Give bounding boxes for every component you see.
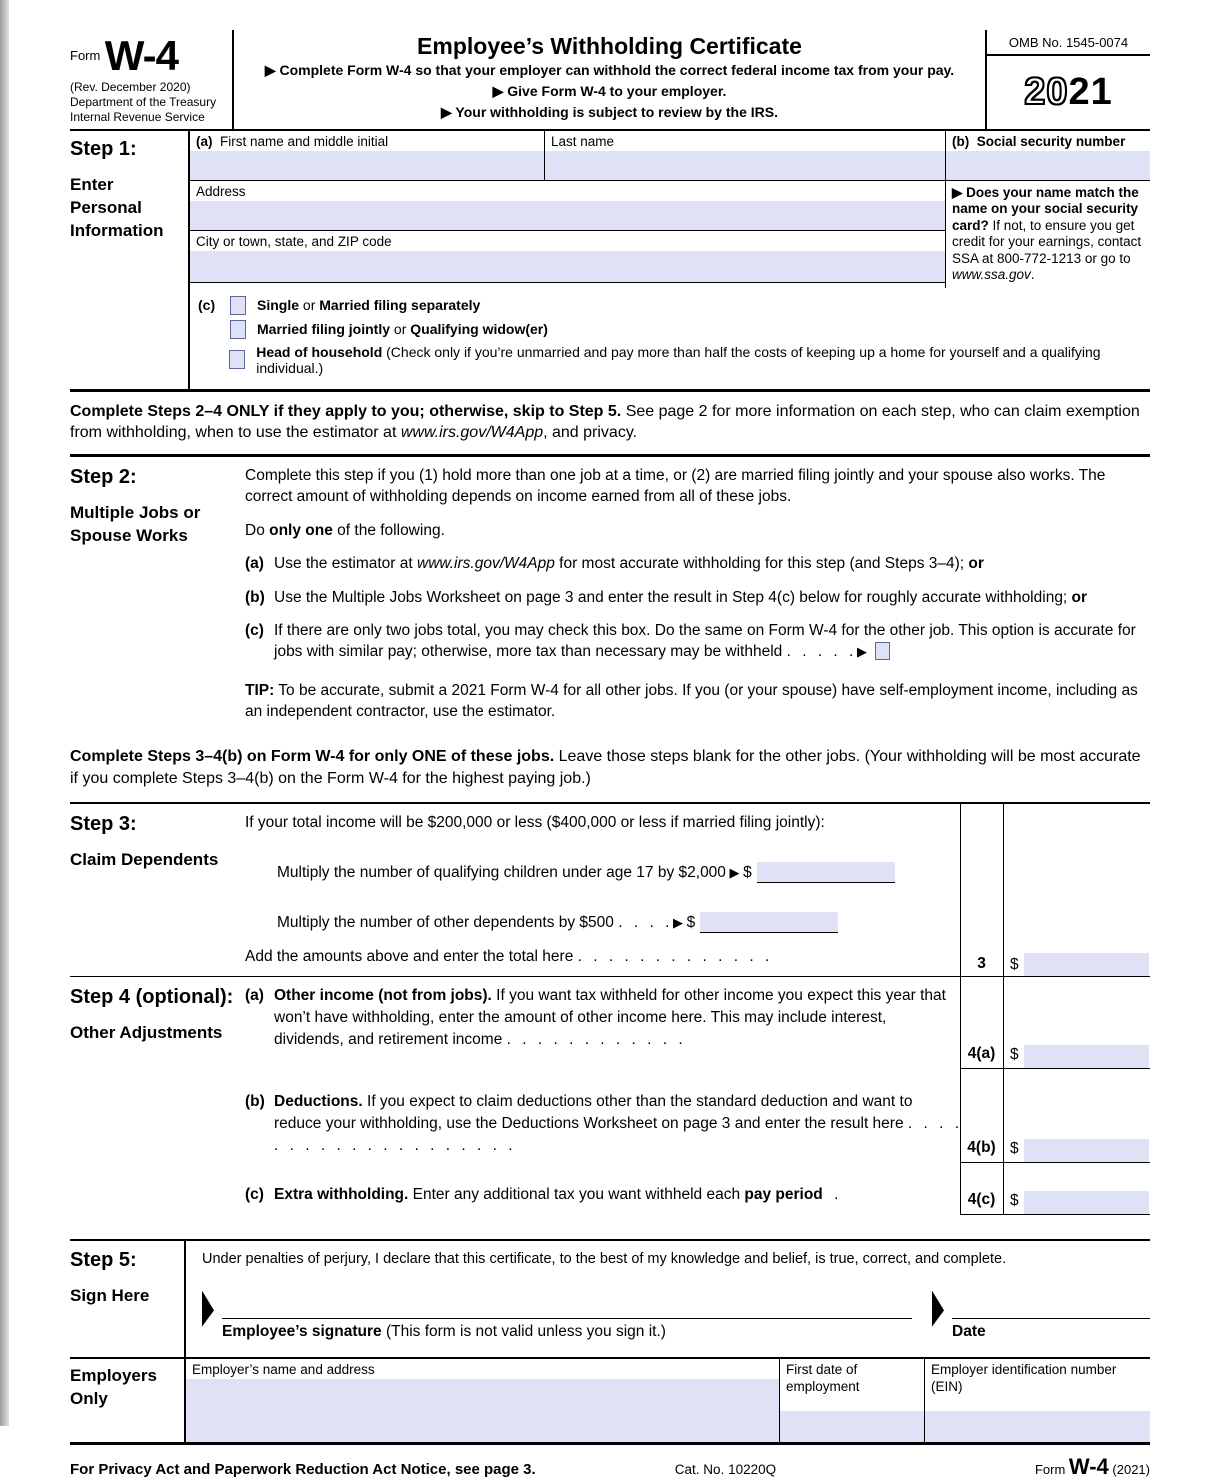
other-dependents-amount-input[interactable]	[700, 912, 838, 933]
step1-ssn-column	[945, 131, 1150, 288]
arrow-bullet-icon: ▶	[492, 83, 504, 99]
dollar-sign: $	[1010, 1191, 1019, 1209]
step5-section	[70, 1239, 1150, 1357]
step2-sublabel: Multiple Jobs or Spouse Works	[70, 503, 201, 545]
ssa-note: ▶ Does your name match the name on your social security card? If not, to ensure you get credit for your earnings, contact SSA at 800-772-1213 or go to www.ssa.gov.	[952, 185, 1142, 283]
first-name-input[interactable]	[190, 151, 544, 180]
catalog-number: Cat. No. 10220Q	[674, 1461, 777, 1477]
step4a-row: (a) Other income (not from jobs). If you want tax withheld for other income you expect this year that won’t have withholding, enter the amount of other income here. This may include interest, dividends, and retirement income . . . . . . . . . . . . 4(a) $	[70, 977, 1150, 1069]
steps-2-4-note: Complete Steps 2–4 ONLY if they apply to you; otherwise, skip to Step 5. See page 2 for more information on each step, who can claim exemption from withholding, when to use the estimator at www.irs.gov/W4App, and privacy.	[70, 392, 1150, 457]
step4-label-block	[70, 986, 242, 1045]
step2-paragraph: Complete this step if you (1) hold more than one job at a time, or (2) are married filing jointly and your spouse also works. The correct amount of withholding depends on income earned from all of these jobs.	[245, 467, 1106, 506]
signature-label: Employee’s signature	[222, 1322, 382, 1340]
address-label: Address	[196, 184, 246, 199]
first-name-tag: (a)	[196, 134, 213, 149]
step5-content	[186, 1241, 1150, 1357]
filing-option-single: (c) Single or Married filing separately	[198, 297, 481, 314]
city-label: City or town, state, and ZIP code	[196, 234, 392, 249]
first-name-cell	[190, 131, 545, 180]
step1-name-address-column	[190, 131, 945, 288]
step1-label-block	[70, 131, 188, 389]
address-input[interactable]	[190, 201, 945, 230]
extra-withholding-input[interactable]	[1024, 1191, 1149, 1214]
filing-option-head-of-household: Head of household (Check only if you’re unmarried and pay more than half the costs of keeping up a home for yourself and a qualifying individual.)	[198, 344, 1150, 376]
two-jobs-checkbox[interactable]	[875, 642, 890, 660]
last-name-input[interactable]	[545, 151, 945, 180]
privacy-notice: For Privacy Act and Paperwork Reduction Act Notice, see page 3.	[70, 1460, 536, 1478]
dot-leader: . . . .	[618, 913, 670, 931]
other-income-input[interactable]	[1024, 1045, 1149, 1068]
ssn-input[interactable]	[946, 151, 1150, 180]
dollar-sign: $	[1010, 1045, 1019, 1063]
step3-children-row: Multiply the number of qualifying children under age 17 by $2,000 ▶ $	[245, 844, 1150, 898]
w4-form-page	[70, 30, 1150, 1480]
line-number-4a: 4(a)	[967, 1044, 996, 1062]
step4-sublabel: Other Adjustments	[70, 1022, 223, 1042]
arrow-bullet-icon: ▶	[669, 914, 687, 930]
step2-section	[70, 457, 1150, 738]
dollar-sign: $	[1010, 1139, 1019, 1157]
form-word: Form	[70, 48, 101, 63]
arrow-bullet-icon: ▶	[264, 62, 276, 78]
ssn-cell	[946, 131, 1150, 181]
form-footer	[70, 1445, 1150, 1480]
date-arrow-icon	[932, 1291, 944, 1327]
signature-arrow-icon	[202, 1291, 214, 1327]
scan-edge	[0, 0, 9, 1426]
dot-leader: . . . . .	[786, 643, 854, 661]
step4-label: Step 4 (optional):	[70, 985, 234, 1008]
department-name: Department of the Treasury	[70, 95, 217, 109]
ssn-label: Social security number	[976, 134, 1126, 149]
employer-name-label: Employer’s name and address	[192, 1361, 375, 1377]
filing-status-group	[190, 288, 1150, 389]
form-header	[70, 30, 1150, 131]
step3-other-dependents-row: Multiply the number of other dependents by $500 . . . . ▶ $	[245, 898, 1150, 948]
step3-sublabel: Claim Dependents	[70, 849, 219, 869]
city-cell	[190, 231, 945, 283]
employee-signature-block	[222, 1289, 912, 1341]
employee-signature-line[interactable]	[222, 1289, 912, 1319]
first-date-employment-input[interactable]	[780, 1411, 924, 1442]
qualifying-children-amount-input[interactable]	[757, 862, 895, 883]
signature-note: (This form is not valid unless you sign it.)	[381, 1322, 666, 1340]
last-name-label: Last name	[551, 134, 615, 149]
step1-label: Step 1:	[70, 138, 137, 160]
step4b-row: (b) Deductions. If you expect to claim deductions other than the standard deduction and want to reduce your withholding, use the Deductions Worksheet on page 3 and enter the result here . . . . . . . . . . . . . . . . . . . . 4(b) $	[70, 1069, 1150, 1163]
dollar-sign: $	[1010, 955, 1019, 973]
step2-tip: TIP: To be accurate, submit a 2021 Form W-4 for all other jobs. If you (or your spouse) have self-employment income, including as an independent contractor, use the estimator.	[245, 681, 1138, 721]
ssn-tag: (b)	[952, 134, 970, 149]
step5-label: Step 5:	[70, 1248, 137, 1271]
first-name-label: First name and middle initial	[220, 134, 389, 149]
step2-option-b: (b) Use the Multiple Jobs Worksheet on page 3 and enter the result in Step 4(c) below for roughly accurate withholding; or	[245, 588, 1088, 606]
employers-only-label: Employers Only	[70, 1359, 186, 1442]
step4c-row: (c) Extra withholding. Enter any additional tax you want withheld each pay period . 4(c) $	[70, 1163, 1150, 1215]
deductions-input[interactable]	[1024, 1139, 1149, 1162]
address-cell	[190, 181, 945, 231]
dollar-sign: $	[686, 913, 696, 931]
ein-label: Employer identification number (EIN)	[931, 1361, 1117, 1394]
form-footer-id: Form W-4 (2021)	[1034, 1453, 1150, 1479]
arrow-bullet-icon: ▶	[853, 644, 867, 660]
dot-leader: . . . . . . . . . . . .	[506, 1030, 683, 1048]
step2-content	[245, 457, 1150, 722]
step2-label: Step 2:	[70, 466, 137, 489]
employers-only-section	[70, 1357, 1150, 1445]
employer-name-cell	[186, 1359, 780, 1442]
arrow-bullet-icon: ▶	[441, 104, 452, 120]
omb-number: OMB No. 1545-0074	[987, 30, 1150, 56]
agency-name: Internal Revenue Service	[70, 110, 205, 124]
last-name-cell	[545, 131, 945, 180]
arrow-bullet-icon: ▶	[725, 864, 744, 880]
step5-label-block	[70, 1241, 186, 1357]
line-number-3: 3	[977, 954, 986, 972]
perjury-declaration: Under penalties of perjury, I declare that this certificate, to the best of my knowledge and belief, is true, correct, and complete.	[202, 1250, 1007, 1267]
signature-row	[202, 1289, 1150, 1341]
dot-leader: .	[822, 1185, 839, 1203]
step3-total-amount-input[interactable]	[1024, 953, 1149, 976]
step1-section	[70, 131, 1150, 392]
tax-year	[987, 56, 1150, 129]
line-number-4c: 4(c)	[967, 1190, 996, 1208]
step2-option-a: (a) Use the estimator at www.irs.gov/W4App for most accurate withholding for this step (and Steps 3–4); or	[245, 555, 984, 573]
subtitle-line-2: ▶ Give Form W-4 to your employer.	[492, 83, 727, 99]
step2-option-c: (c) If there are only two jobs total, you may check this box. Do the same on Form W-4 for the other job. This option is accurate for jobs with similar pay; otherwise, more tax than necessary may be withheld . . . . . ▶	[245, 621, 1136, 661]
dot-leader: . . . . . . . . . . . . . . . . . . . .	[274, 1114, 960, 1154]
first-date-label: First date of employment	[786, 1361, 860, 1394]
filing-married-jointly-checkbox[interactable]	[230, 320, 246, 339]
form-revision: (Rev. December 2020)	[70, 80, 191, 94]
step3-label: Step 3:	[70, 812, 137, 835]
employer-name-address-input[interactable]	[186, 1379, 779, 1442]
step3-label-block	[70, 813, 242, 872]
city-input[interactable]	[190, 251, 945, 282]
date-line[interactable]	[952, 1289, 1150, 1319]
year-outline: 20	[1024, 71, 1069, 113]
line-number-4b: 4(b)	[967, 1138, 996, 1156]
step3-intro: If your total income will be $200,000 or less ($400,000 or less if married filing jointly):	[245, 813, 825, 831]
steps-3-4b-note: Complete Steps 3–4(b) on Form W-4 for only ONE of these jobs. Leave those steps blank for the other jobs. (Your withholding will be most accurate if you complete Steps 3–4(b) on the Form W-4 for the highest paying job.)	[70, 738, 1150, 803]
year-bold: 21	[1068, 71, 1113, 113]
first-date-cell	[780, 1359, 925, 1442]
filing-tag: (c)	[198, 297, 216, 314]
ein-cell	[925, 1359, 1150, 1442]
step3-section	[70, 804, 1150, 977]
dot-leader: . . . . . . . . . . . . .	[577, 947, 770, 965]
step1-content	[188, 131, 1150, 389]
step1-sublabel: Enter Personal Information	[70, 175, 164, 240]
step5-sublabel: Sign Here	[70, 1285, 150, 1305]
date-label: Date	[952, 1322, 986, 1340]
filing-head-of-household-checkbox[interactable]	[229, 350, 245, 369]
step4-section	[70, 977, 1150, 1215]
date-block	[932, 1289, 1150, 1341]
form-title-block	[232, 30, 985, 129]
form-title: Employee’s Withholding Certificate	[417, 33, 802, 59]
filing-option-married-jointly: Married filing jointly or Qualifying widow(er)	[198, 320, 1150, 339]
subtitle-line-3: ▶ Your withholding is subject to review by the IRS.	[441, 104, 778, 120]
dollar-sign: $	[743, 863, 752, 881]
subtitle-line-1: ▶ Complete Form W-4 so that your employer can withhold the correct federal income tax from your pay.	[264, 62, 955, 78]
ein-input[interactable]	[925, 1411, 1150, 1442]
arrow-bullet-icon: ▶	[952, 185, 963, 200]
step2-label-block	[70, 457, 245, 722]
step2-only-one: Do only one of the following.	[245, 521, 445, 539]
form-number: W-4	[104, 32, 178, 79]
steps-3-4-grid	[70, 804, 1150, 1215]
filing-single-checkbox[interactable]	[230, 296, 246, 315]
step3-total-row: Add the amounts above and enter the total here . . . . . . . . . . . . . 3 $	[70, 948, 1150, 976]
omb-year-block	[985, 30, 1150, 129]
form-id-block	[70, 30, 232, 129]
